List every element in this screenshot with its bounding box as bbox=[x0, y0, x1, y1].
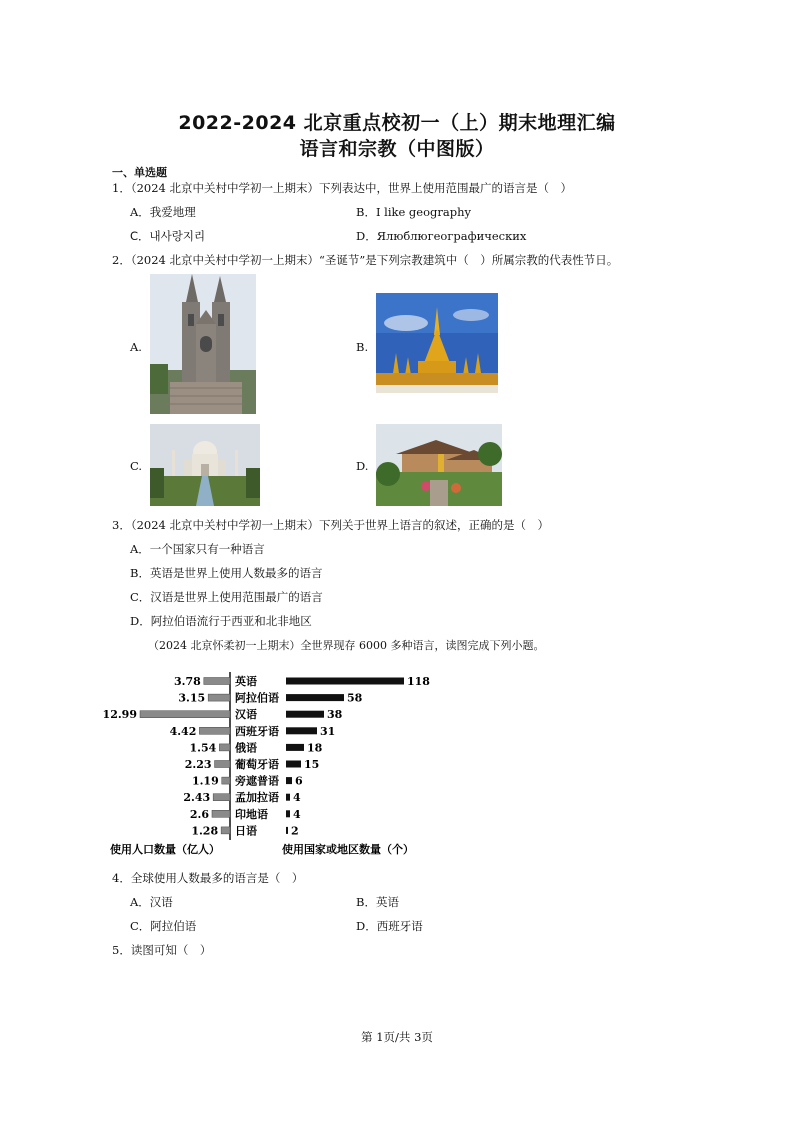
language-label: 阿拉伯语 bbox=[235, 691, 279, 705]
q3-option-d[interactable]: D．阿拉伯语流行于西亚和北非地区 bbox=[130, 614, 312, 628]
population-label: 2.6 bbox=[189, 807, 209, 821]
q2-option-d[interactable]: D. bbox=[356, 459, 369, 473]
question-4: 4．全球使用人数最多的语言是（ ） bbox=[112, 871, 304, 885]
x-axis-label-left: 使用人口数量（亿人） bbox=[110, 843, 220, 856]
population-bar bbox=[199, 727, 230, 734]
country-count-bar bbox=[286, 727, 317, 734]
population-label: 2.23 bbox=[184, 758, 212, 771]
country-count-bar bbox=[286, 761, 301, 768]
cathedral-image bbox=[150, 274, 256, 414]
language-label: 旁遮普语 bbox=[235, 774, 279, 788]
section-heading: 一、单选题 bbox=[112, 166, 167, 179]
q4-option-d[interactable]: D．西班牙语 bbox=[356, 919, 423, 933]
q1-option-c[interactable]: C．내사랑지리 bbox=[130, 229, 206, 243]
country-count-label: 58 bbox=[347, 691, 363, 705]
question-3: 3．（2024 北京中关村中学初一上期末）下列关于世界上语言的叙述，正确的是（ ） bbox=[112, 518, 549, 532]
country-count-label: 118 bbox=[407, 675, 430, 688]
q1-option-a[interactable]: A．我爱地理 bbox=[130, 205, 196, 219]
population-label: 1.28 bbox=[191, 824, 219, 838]
page-footer: 第 1页/共 3页 bbox=[361, 1030, 433, 1044]
material-intro: （2024 北京怀柔初一上期末）全世界现存 6000 多种语言，读图完成下列小题。 bbox=[148, 639, 545, 652]
country-count-bar bbox=[286, 711, 324, 718]
population-bar bbox=[213, 794, 230, 801]
country-count-label: 6 bbox=[295, 774, 303, 788]
population-bar bbox=[140, 711, 230, 718]
population-bar bbox=[204, 678, 230, 685]
country-count-bar bbox=[286, 810, 290, 817]
language-label: 英语 bbox=[235, 675, 257, 688]
q3-option-c[interactable]: C．汉语是世界上使用范围最广的语言 bbox=[130, 590, 323, 604]
country-count-label: 31 bbox=[320, 724, 336, 738]
page-subtitle: 语言和宗教（中图版） bbox=[299, 138, 495, 160]
q1-option-b[interactable]: B．I like geography bbox=[356, 205, 472, 219]
language-label: 日语 bbox=[235, 824, 257, 838]
population-label: 3.15 bbox=[178, 691, 206, 705]
country-count-bar bbox=[286, 694, 344, 701]
q4-option-c[interactable]: C．阿拉伯语 bbox=[130, 919, 197, 933]
population-label: 3.78 bbox=[174, 675, 201, 688]
language-label: 葡萄牙语 bbox=[235, 758, 279, 771]
q1-option-d[interactable]: D．Ялюблюгеографических bbox=[356, 229, 527, 243]
q2-option-b[interactable]: B. bbox=[356, 340, 369, 354]
population-label: 4.42 bbox=[169, 724, 197, 738]
question-2: 2．（2024 北京中关村中学初一上期末）“圣诞节”是下列宗教建筑中（ ）所属宗教的代表性节日。 bbox=[112, 253, 619, 267]
population-label: 2.43 bbox=[183, 791, 211, 805]
population-label: 1.19 bbox=[191, 774, 219, 788]
language-label: 汉语 bbox=[235, 708, 257, 722]
temple-image bbox=[376, 424, 502, 506]
population-label: 1.54 bbox=[189, 741, 217, 755]
language-chart bbox=[102, 668, 440, 860]
taj-mahal-image bbox=[150, 424, 260, 506]
language-label: 俄语 bbox=[235, 741, 257, 755]
country-count-label: 2 bbox=[291, 824, 299, 838]
pagoda-image bbox=[376, 293, 498, 393]
population-bar bbox=[221, 827, 230, 834]
question-1: 1．（2024 北京中关村中学初一上期末）下列表达中，世界上使用范围最广的语言是（ ） bbox=[112, 181, 572, 195]
q2-option-a[interactable]: A. bbox=[130, 340, 142, 354]
country-count-bar bbox=[286, 777, 292, 784]
population-bar bbox=[212, 810, 230, 817]
q4-option-a[interactable]: A．汉语 bbox=[130, 895, 173, 909]
population-bar bbox=[208, 694, 230, 701]
language-label: 西班牙语 bbox=[235, 724, 279, 738]
population-bar bbox=[219, 744, 230, 751]
page-title: 2022-2024 北京重点校初一（上）期末地理汇编 bbox=[178, 112, 616, 134]
language-label: 孟加拉语 bbox=[235, 791, 279, 805]
country-count-bar bbox=[286, 794, 290, 801]
country-count-label: 18 bbox=[307, 741, 323, 755]
country-count-label: 15 bbox=[304, 758, 320, 771]
country-count-bar bbox=[286, 678, 404, 685]
country-count-label: 4 bbox=[293, 791, 301, 805]
language-label: 印地语 bbox=[235, 807, 268, 821]
q3-option-b[interactable]: B．英语是世界上使用人数最多的语言 bbox=[130, 566, 323, 580]
q4-option-b[interactable]: B．英语 bbox=[356, 895, 399, 909]
population-bar bbox=[222, 777, 230, 784]
q3-option-a[interactable]: A．一个国家只有一种语言 bbox=[130, 542, 265, 556]
country-count-bar bbox=[286, 827, 288, 834]
country-count-label: 38 bbox=[327, 708, 343, 722]
population-bar bbox=[215, 761, 230, 768]
population-label: 12.99 bbox=[102, 708, 137, 722]
question-5: 5．读图可知（ ） bbox=[112, 943, 212, 957]
country-count-bar bbox=[286, 744, 304, 751]
x-axis-label-right: 使用国家或地区数量（个） bbox=[282, 843, 414, 856]
q2-option-c[interactable]: C. bbox=[130, 459, 143, 473]
country-count-label: 4 bbox=[293, 807, 301, 821]
